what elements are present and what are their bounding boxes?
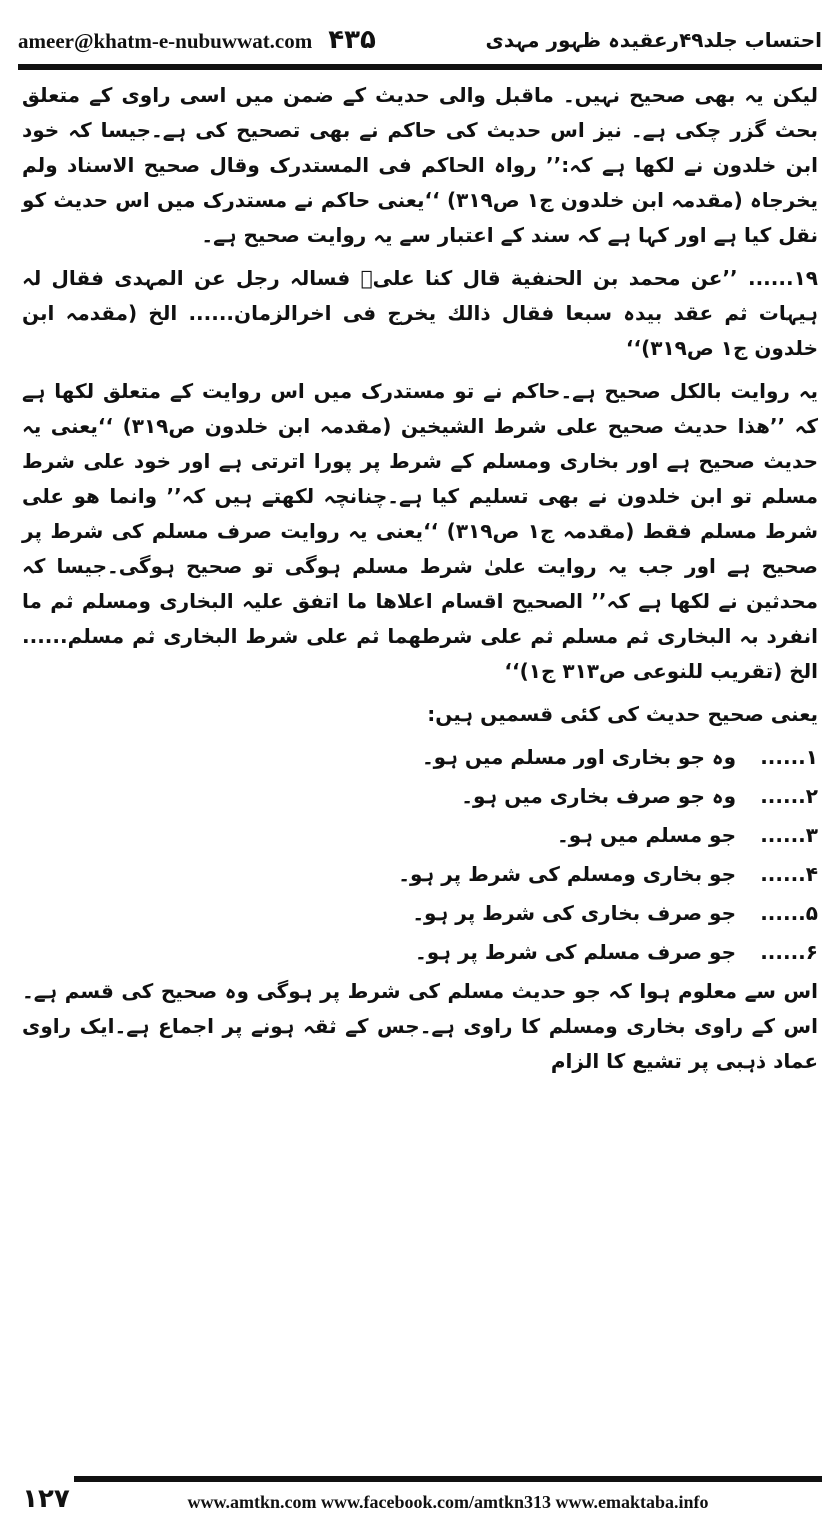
list-item-text: جو صرف مسلم کی شرط پر ہو۔: [415, 940, 736, 964]
list-item-text: وہ جو صرف بخاری میں ہو۔: [461, 784, 736, 808]
list-item: [22, 935, 818, 970]
list-item-text: جو مسلم میں ہو۔: [557, 823, 736, 847]
list-item-number: ۳......: [760, 823, 818, 847]
list-item-number: ۴......: [760, 862, 818, 886]
footer-links[interactable]: www.amtkn.com www.facebook.com/amtkn313 www.emaktaba.info: [187, 1491, 709, 1512]
list-item: [22, 896, 818, 931]
page-footer: [18, 1476, 822, 1522]
paragraph-1: لیکن یہ بھی صحیح نہیں۔ ماقبل والی حدیث کے ضمن میں اسی راوی کے متعلق بحث گزر چکی ہے۔ نیز اس حدیث کی حاکم نے بھی تصحیح کی ہے۔جیسا کہ خود ابن خلدون نے لکھا ہے کہ:’’ رواہ الحاکم فی المستدرک وقال صحیح الاسناد ولم یخرجاہ (مقدمہ ابن خلدون ج۱ ص۳۱۹) ‘‘یعنی حاکم نے مستدرک میں اس حدیث کو نقل کیا ہے اور کہا ہے کہ سند کے اعتبار سے یہ روایت صحیح ہے۔: [22, 83, 819, 247]
footer-bar: [74, 1476, 822, 1522]
footer-page-number: ۱۲۷: [22, 1484, 70, 1514]
header-page-number: ۴۳۵: [328, 25, 376, 55]
list-item: [22, 818, 818, 853]
header-email[interactable]: ameer@khatm-e-nubuwwat.com: [18, 29, 313, 53]
paragraph-3: یہ روایت بالکل صحیح ہے۔حاکم نے تو مستدرک میں اس روایت کے متعلق لکھا ہے کہ ’’ھذا حدیث صحیح علی شرط الشیخین (مقدمہ ابن خلدون ص۳۱۹) ‘‘یعنی یہ حدیث صحیح ہے اور بخاری ومسلم کے شرط پر پورا اترتی ہے اور خود علی شرط مسلم تو ابن خلدون نے بھی تسلیم کیا ہے۔چنانچہ لکھتے ہیں کہ’’ وانما ھو علی شرط مسلم فقط (مقدمہ ج۱ ص۳۱۹) ‘‘یعنی یہ روایت صرف مسلم کی شرط پر صحیح ہے اور جب یہ روایت علیٰ شرط مسلم ہوگی تو صحیح ہوگی۔جیسا کہ محدثین نے لکھا ہے کہ’’ الصحیح اقسام اعلاھا ما اتفق علیہ البخاری ومسلم ثم ما انفرد بہ البخاری ثم مسلم ثم علی شرطھما ثم علی شرط البخاری ثم مسلم...... الخ (تقریب للنوعی ص۳۱۳ ج۱)‘‘: [22, 379, 819, 683]
list-item-text: وہ جو بخاری اور مسلم میں ہو۔: [421, 745, 736, 769]
header-left: [18, 25, 376, 55]
list-intro: یعنی صحیح حدیث کی کئی قسمیں ہیں:: [427, 702, 818, 726]
list-item: [22, 779, 818, 814]
list-item: [22, 740, 818, 775]
list-item-text: جو بخاری ومسلم کی شرط پر ہو۔: [398, 862, 736, 886]
list-item-text: جو صرف بخاری کی شرط پر ہو۔: [412, 901, 736, 925]
hadith-categories-list: [22, 740, 818, 970]
list-item-number: ۲......: [760, 784, 818, 808]
list-item-number: ۶......: [760, 940, 818, 964]
page-content: [22, 78, 818, 1450]
header-rule: [18, 64, 822, 70]
paragraph-2: ۱۹...... ’’عن محمد بن الحنفیة قال کنا علیؓ فسالہ رجل عن المہدی فقال لہ ہیہات ثم عقد بیدہ سبعا فقال ذالك یخرج فی اخرالزمان...... الخ (مقدمہ ابن خلدون ج۱ ص۳۱۹)‘‘: [22, 266, 818, 360]
header-title: احتساب جلد۴۹رعقیدہ ظہور مہدی: [485, 28, 822, 52]
page-header: [18, 20, 822, 60]
list-item: [22, 857, 818, 892]
list-item-number: ۵......: [760, 901, 818, 925]
list-item-number: ۱......: [760, 745, 818, 769]
closing-paragraph: اس سے معلوم ہوا کہ جو حدیث مسلم کی شرط پر ہوگی وہ صحیح کی قسم ہے۔اس کے راوی بخاری ومسلم کا راوی ہے۔جس کے ثقہ ہونے پر اجماع ہے۔ایک راوی عماد ذہبی پر تشیع کا الزام: [22, 979, 818, 1073]
